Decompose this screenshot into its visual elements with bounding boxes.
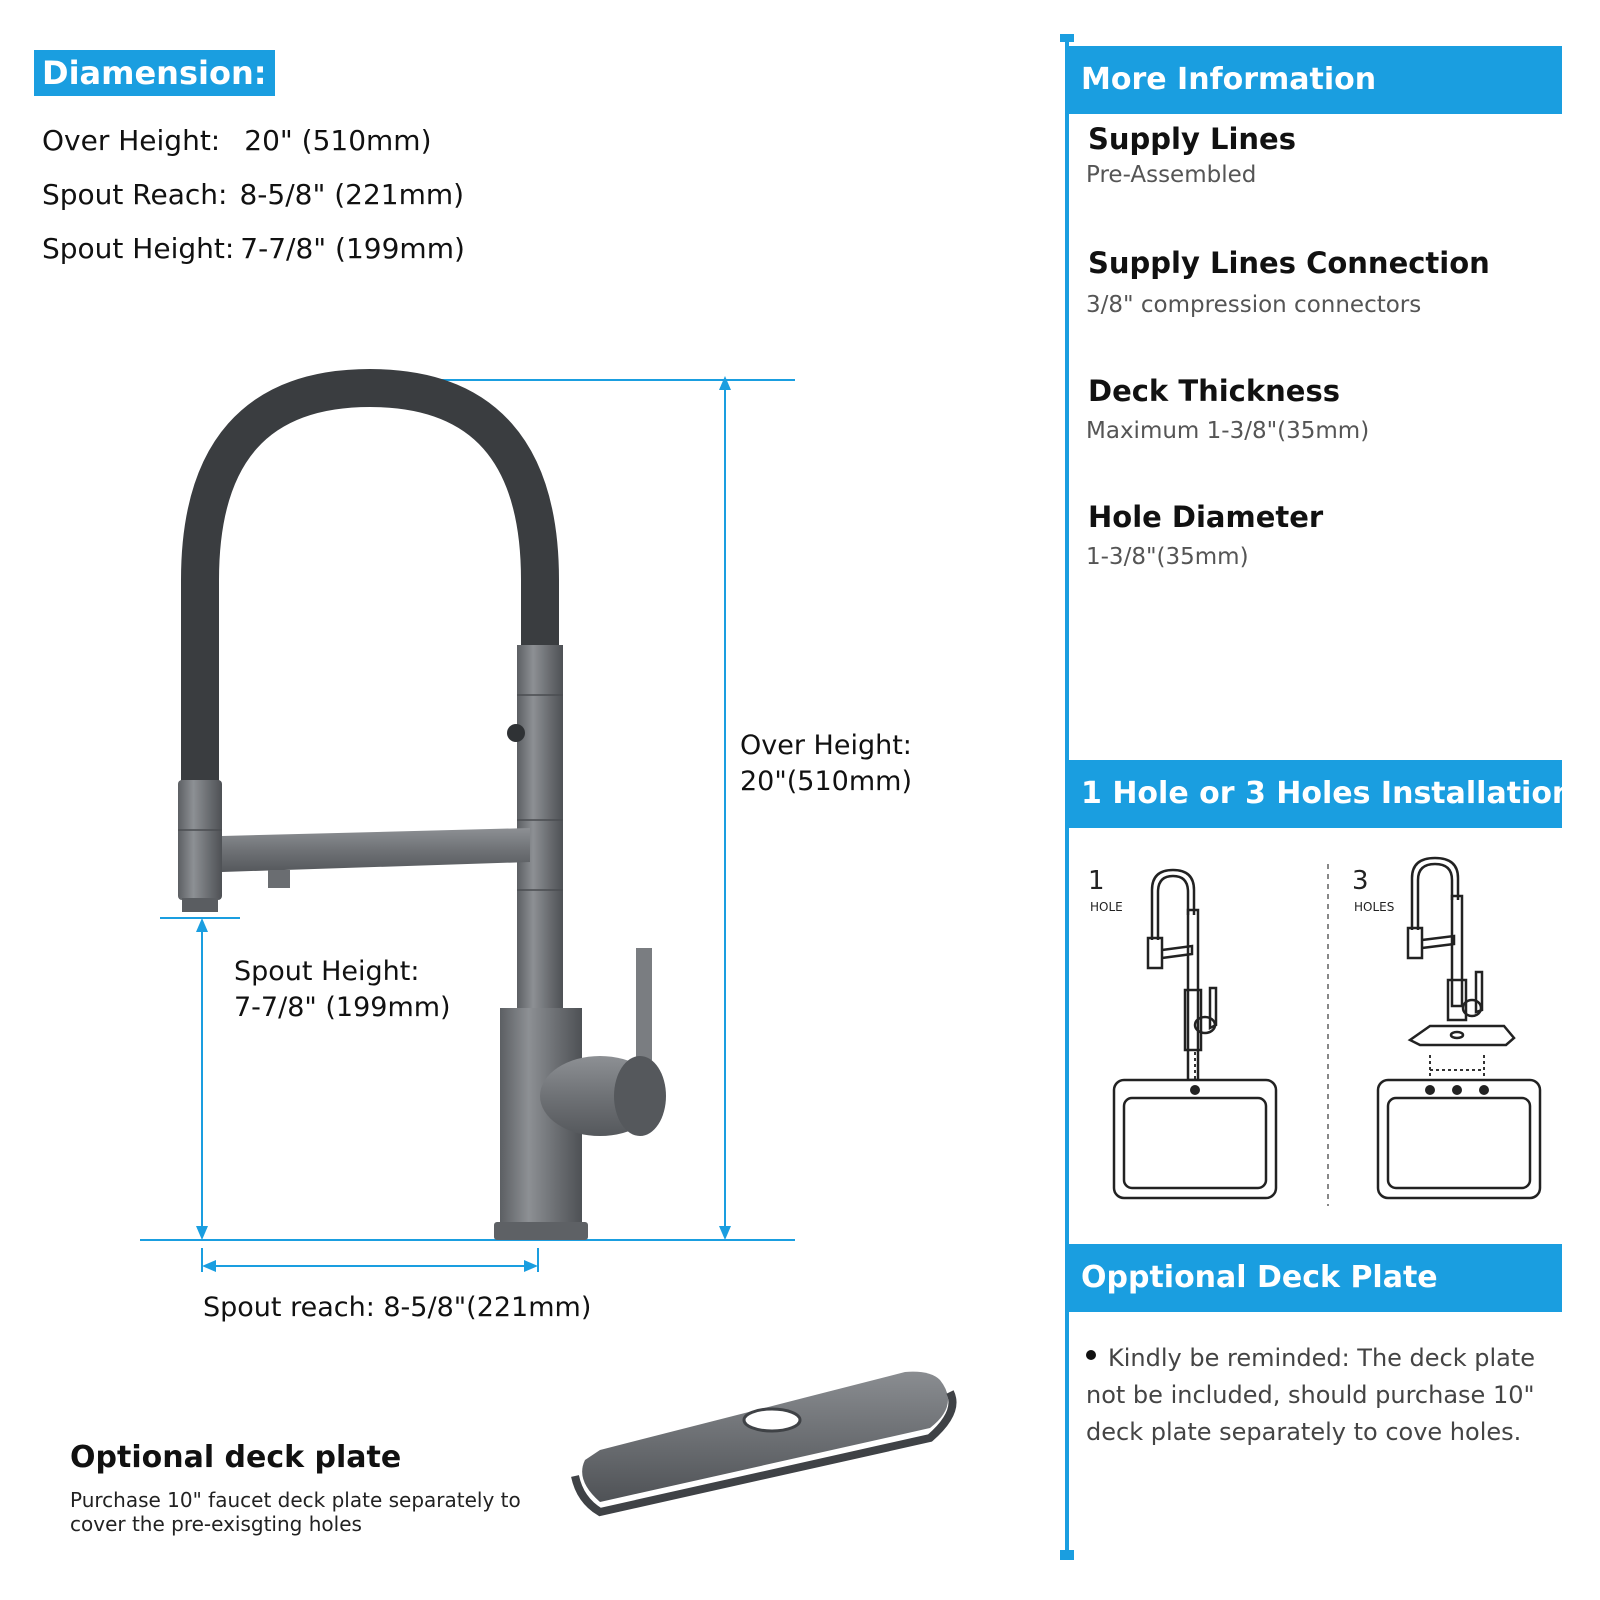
one-hole-number: 1 [1088, 866, 1105, 896]
deck-plate-description: Purchase 10" faucet deck plate separately to cover the pre-exisgting holes [70, 1488, 521, 1536]
installation-illustration [1070, 840, 1560, 1220]
info-deck-thickness-label: Deck Thickness [1088, 374, 1340, 408]
three-holes-sink [1378, 1080, 1540, 1198]
hose-arc [200, 388, 540, 790]
spec-value: 7-7/8" (199mm) [240, 232, 465, 265]
spray-head [178, 780, 222, 900]
deck-plate-note-text: Kindly be reminded: The deck plate not be included, should purchase 10" deck plate separately to cove holes. [1086, 1344, 1536, 1446]
one-hole-caption: HOLE [1090, 900, 1123, 914]
deck-plate-hole [744, 1409, 800, 1431]
diverter-button [507, 724, 525, 742]
one-hole-faucet [1148, 870, 1216, 1080]
info-connection-value: 3/8" compression connectors [1086, 292, 1422, 318]
faucet-base [494, 1222, 588, 1240]
spout-arm [222, 828, 530, 872]
divider-cap-top [1060, 34, 1074, 42]
dimension-lines [140, 380, 795, 1272]
spec-key: Spout Height: [42, 232, 235, 265]
spec-key: Over Height: [42, 124, 221, 157]
divider-cap-bottom [1060, 1550, 1074, 1560]
info-hole-diameter-value: 1-3/8"(35mm) [1086, 544, 1249, 570]
handle-lever [636, 948, 652, 1075]
spec-value: 8-5/8" (221mm) [239, 178, 465, 211]
spec-key: Spout Reach: [42, 178, 228, 211]
info-supply-lines-label: Supply Lines [1088, 122, 1296, 156]
dimension-title: Diamension: [34, 50, 275, 96]
three-holes-number: 3 [1352, 866, 1369, 896]
three-holes-caption: HOLES [1354, 900, 1395, 914]
spout-reach-label: Spout reach: 8-5/8"(221mm) [203, 1292, 592, 1323]
over-height-label: Over Height: [740, 730, 912, 761]
over-height-value: 20"(510mm) [740, 766, 912, 797]
info-connection-label: Supply Lines Connection [1088, 246, 1490, 280]
spout-height-value: 7-7/8" (199mm) [234, 992, 451, 1023]
info-hole-diameter-label: Hole Diameter [1088, 500, 1324, 534]
deck-plate-image [582, 1372, 948, 1502]
installation-header: 1 Hole or 3 Holes Installation [1069, 760, 1562, 828]
one-hole-sink [1114, 1080, 1276, 1198]
three-holes-faucet [1408, 858, 1514, 1045]
info-deck-thickness-value: Maximum 1-3/8"(35mm) [1086, 418, 1370, 444]
info-supply-lines-value: Pre-Assembled [1086, 162, 1257, 188]
spout-height-label: Spout Height: [234, 956, 420, 987]
more-info-header: More Information [1069, 46, 1562, 114]
bullet-icon [1086, 1350, 1096, 1360]
spec-value: 20" (510mm) [244, 124, 432, 157]
deck-plate-note [1086, 1340, 1546, 1451]
deck-plate-header: Opptional Deck Plate [1069, 1244, 1562, 1312]
dimension-arrowheads [196, 376, 731, 1272]
deck-plate-title: Optional deck plate [70, 1440, 402, 1475]
